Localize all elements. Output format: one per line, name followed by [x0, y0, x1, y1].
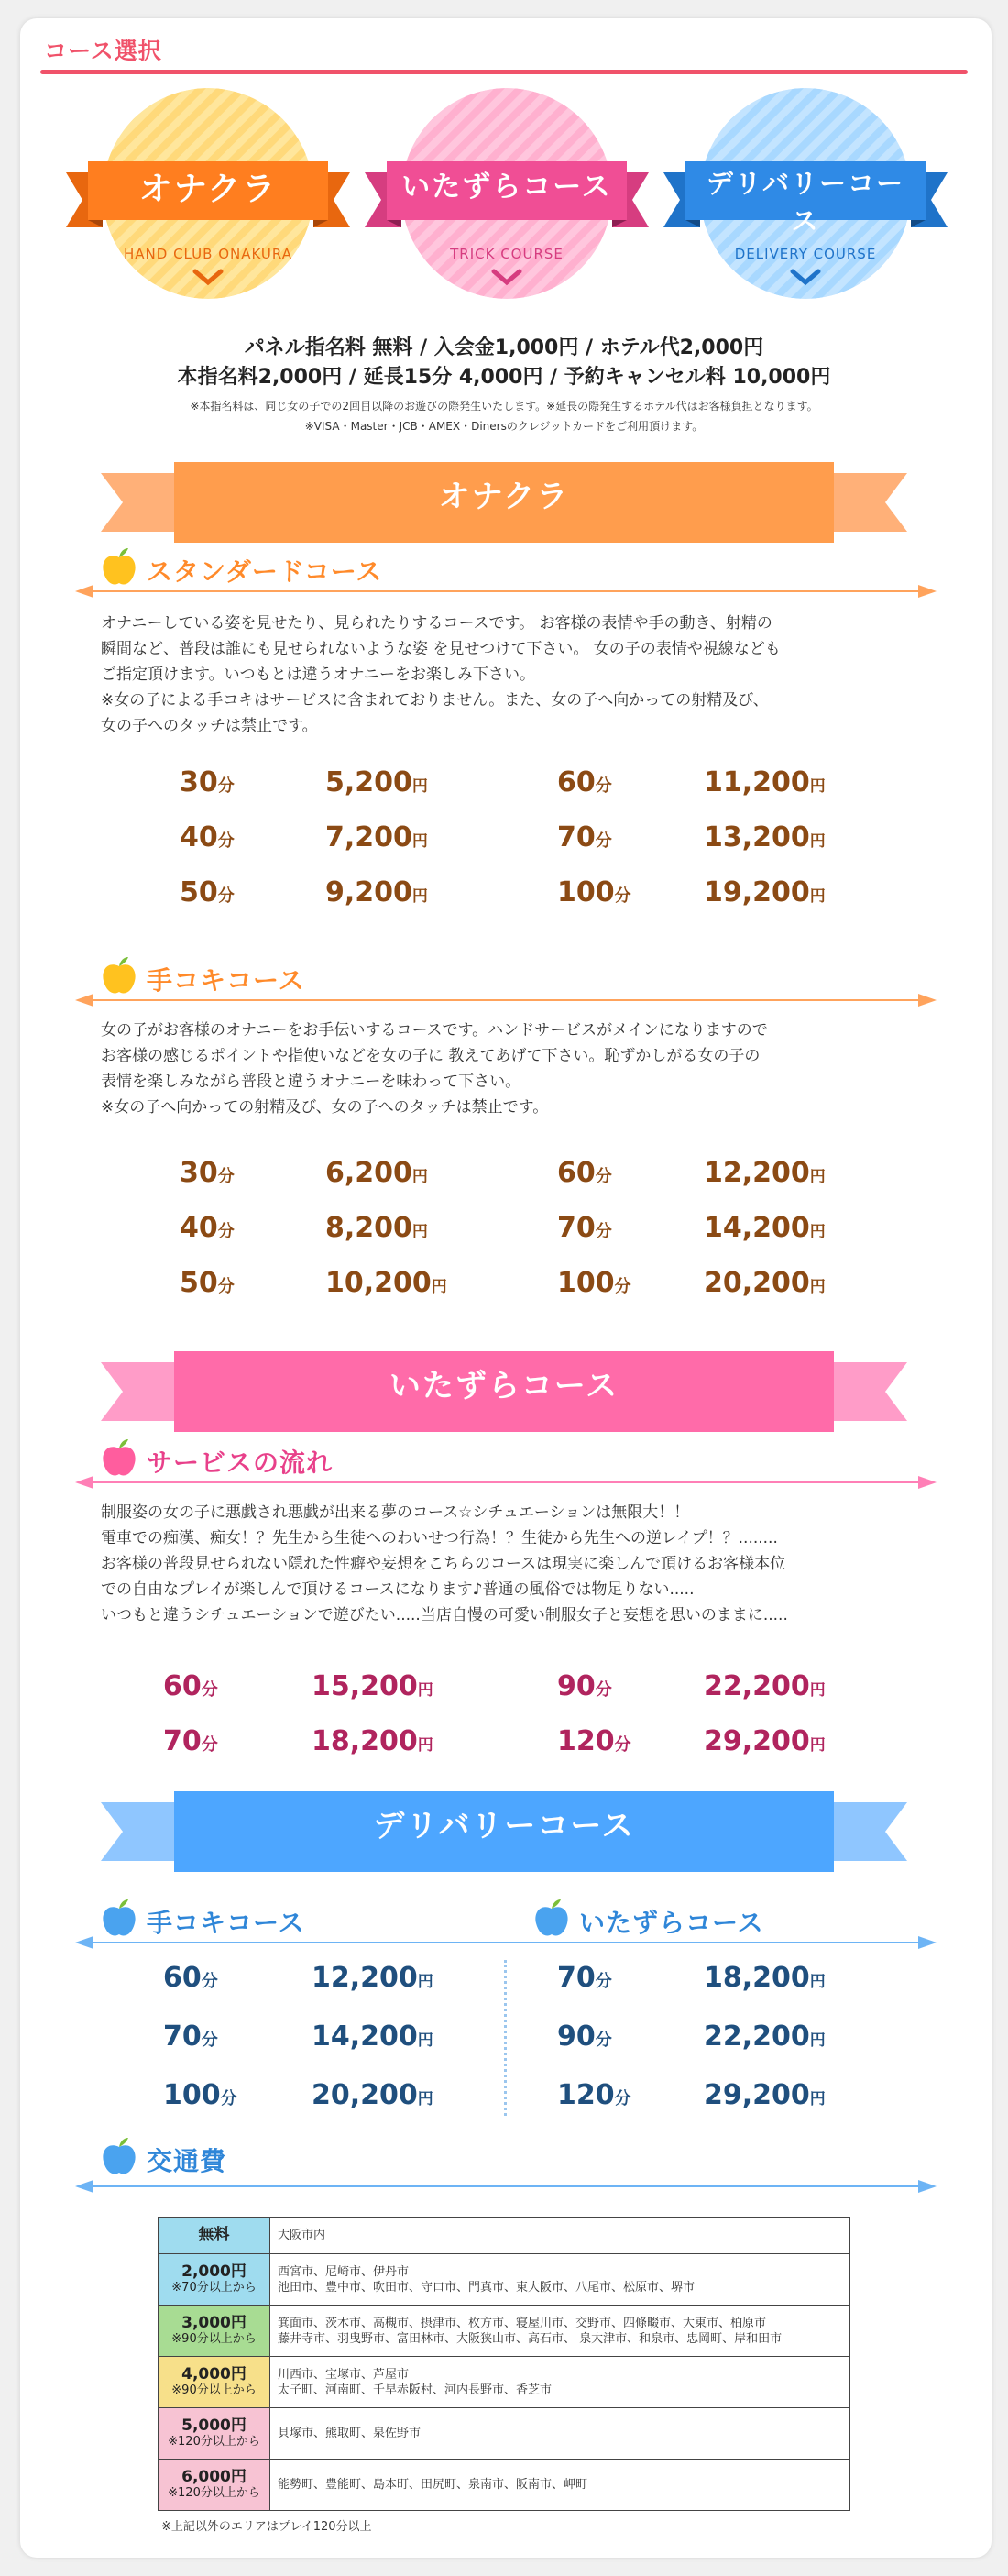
price-amount: 14,200円	[704, 1212, 826, 1244]
price-minutes: 60分	[557, 1157, 612, 1189]
banner-title: デリバリーコース	[373, 1808, 635, 1844]
divider	[75, 2180, 937, 2193]
page-title: コース選択	[44, 38, 162, 64]
heading-text: 交通費	[147, 2146, 227, 2176]
price-amount: 29,200円	[704, 1725, 826, 1757]
price-minutes: 70分	[557, 821, 612, 853]
badge-title: オナクラ	[138, 171, 278, 208]
chevron-down-icon	[488, 268, 525, 286]
price-minutes: 40分	[180, 1212, 235, 1244]
price-amount: 8,200円	[325, 1212, 428, 1244]
price-minutes: 100分	[557, 1267, 631, 1299]
price-minutes: 40分	[180, 821, 235, 853]
transport-note: ※上記以外のエリアはプレイ120分以上	[161, 2520, 372, 2534]
table-row	[159, 2460, 850, 2511]
price-minutes: 60分	[163, 1670, 218, 1702]
fee-cell: 無料	[159, 2218, 270, 2254]
price-minutes: 30分	[180, 766, 235, 798]
fees-note-2: ※VISA・Master・JCB・AMEX・Dinersのクレジットカードをご利用頂けます。	[304, 420, 704, 433]
column-divider	[504, 1960, 507, 2116]
price-amount: 18,200円	[704, 1962, 826, 1994]
price-amount: 5,200円	[325, 766, 428, 798]
price-amount: 13,200円	[704, 821, 826, 853]
heading-text: いたずらコース	[579, 1908, 764, 1938]
price-minutes: 50分	[180, 1267, 235, 1299]
fee-cell: 5,000円 ※120分以上から	[159, 2408, 270, 2460]
course-badge-onakura[interactable]	[66, 88, 341, 326]
divider	[75, 1476, 937, 1489]
fees-note-1: ※本指名料は、同じ女の子での2回目以降のお遊びの際発生いたします。※延長の際発生するホテル代はお客様負担となります。	[190, 400, 818, 413]
price-amount: 19,200円	[704, 876, 826, 908]
badge-title: デリバリーコース	[706, 168, 905, 237]
fee-cell: 4,000円 ※90分以上から	[159, 2357, 270, 2408]
chevron-down-icon	[190, 268, 226, 286]
fees-line-2: 本指名料2,000円 / 延長15分 4,000円 / 予約キャンセル料 10,000円	[177, 366, 831, 389]
price-amount: 20,200円	[312, 2079, 433, 2111]
price-minutes: 60分	[557, 766, 612, 798]
banner-title: いたずらコース	[389, 1368, 619, 1404]
itazura-banner	[101, 1348, 907, 1439]
table-row	[159, 2357, 850, 2408]
price-minutes: 120分	[557, 1725, 631, 1757]
price-minutes: 120分	[557, 2079, 631, 2111]
fees-line-1: パネル指名料 無料 / 入会金1,000円 / ホテル代2,000円	[244, 336, 764, 359]
area-cell: 川西市、宝塚市、芦屋市 太子町、河南町、千早赤阪村、河内長野市、香芝市	[270, 2357, 850, 2408]
table-row	[159, 2306, 850, 2357]
divider	[75, 1936, 937, 1949]
chevron-down-icon	[787, 268, 824, 286]
fee-cell: 3,000円 ※90分以上から	[159, 2306, 270, 2357]
price-minutes: 70分	[163, 2020, 218, 2053]
price-amount: 22,200円	[704, 2020, 826, 2053]
area-cell: 貝塚市、熊取町、泉佐野市	[270, 2408, 850, 2460]
price-amount: 10,200円	[325, 1267, 447, 1299]
badge-subtitle: HAND CLUB ONAKURA	[124, 246, 292, 262]
divider	[75, 585, 937, 598]
price-amount: 20,200円	[704, 1267, 826, 1299]
price-minutes: 70分	[163, 1725, 218, 1757]
area-cell: 能勢町、豊能町、島本町、田尻町、泉南市、阪南市、岬町	[270, 2460, 850, 2511]
divider	[75, 994, 937, 1007]
price-amount: 14,200円	[312, 2020, 433, 2053]
apple-icon	[101, 1898, 137, 1938]
table-row	[159, 2408, 850, 2460]
price-amount: 15,200円	[312, 1670, 433, 1702]
price-minutes: 90分	[557, 1670, 612, 1702]
price-amount: 12,200円	[312, 1962, 433, 1994]
onakura-banner	[101, 458, 907, 550]
price-amount: 7,200円	[325, 821, 428, 853]
heading-text: サービスの流れ	[147, 1448, 334, 1478]
badge-subtitle: TRICK COURSE	[450, 246, 564, 262]
apple-icon	[101, 546, 137, 587]
heading-text: 手コキコース	[147, 965, 305, 996]
banner-title: オナクラ	[438, 479, 570, 515]
table-row	[159, 2254, 850, 2306]
fee-cell: 6,000円 ※120分以上から	[159, 2460, 270, 2511]
price-amount: 9,200円	[325, 876, 428, 908]
apple-icon	[533, 1898, 570, 1938]
table-row	[159, 2218, 850, 2254]
price-minutes: 30分	[180, 1157, 235, 1189]
price-amount: 12,200円	[704, 1157, 826, 1189]
badge-subtitle: DELIVERY COURSE	[734, 246, 877, 262]
fee-cell: 2,000円 ※70分以上から	[159, 2254, 270, 2306]
badge-title: いたずらコース	[401, 171, 612, 204]
delivery-banner	[101, 1788, 907, 1879]
apple-icon	[101, 1437, 137, 1478]
course-badge-delivery[interactable]	[663, 88, 938, 326]
heading-text: 手コキコース	[147, 1908, 305, 1938]
price-minutes: 70分	[557, 1962, 612, 1994]
price-minutes: 90分	[557, 2020, 612, 2053]
price-amount: 11,200円	[704, 766, 826, 798]
tekoki-description: 女の子がお客様のオナニーをお手伝いするコースです。ハンドサービスがメインになりますので お客様の感じるポイントや指使いなどを女の子に 教えてあげて下さい。恥ずかしがる女の子の 表情を楽しみながら普段と違うオナニーを味わって下さい。 ※女の子へ向かっての射精及び、女の子へのタッチは禁止です。	[101, 1021, 768, 1117]
price-minutes: 50分	[180, 876, 235, 908]
price-amount: 18,200円	[312, 1725, 433, 1757]
title-underline	[40, 70, 968, 74]
apple-icon	[101, 955, 137, 996]
price-minutes: 60分	[163, 1962, 218, 1994]
price-amount: 22,200円	[704, 1670, 826, 1702]
apple-icon	[101, 2136, 137, 2176]
transport-fee-table	[158, 2217, 850, 2511]
price-amount: 6,200円	[325, 1157, 428, 1189]
price-amount: 29,200円	[704, 2079, 826, 2111]
price-minutes: 100分	[557, 876, 631, 908]
itazura-description: 制服姿の女の子に悪戯され悪戯が出来る夢のコース☆シチュエーションは無限大！！ 電車での痴漢、痴女！？先生から生徒へのわいせつ行為！？生徒から先生への逆レイプ！？........ お客様の普段見せられない隠れた性癖や妄想をこちらのコースは現実に楽しんで頂けるお客様本位 での自由なプレイが楽しんで頂けるコースになります♪普通の風俗では物足りない..... いつもと違うシチュエーションで遊びたい.....当店自慢の可愛い制服女子と妄想を思いのままに.....	[101, 1503, 788, 1624]
heading-text: スタンダードコース	[147, 556, 383, 587]
area-cell: 箕面市、茨木市、高槻市、摂津市、枚方市、寝屋川市、交野市、四條畷市、大東市、柏原市 藤井寺市、羽曳野市、富田林市、大阪狭山市、高石市、 泉大津市、和泉市、忠岡町、岸和田市	[270, 2306, 850, 2357]
area-cell: 大阪市内	[270, 2218, 850, 2254]
price-minutes: 100分	[163, 2079, 237, 2111]
standard-description: オナニーしている姿を見せたり、見られたりするコースです。 お客様の表情や手の動き、射精の 瞬間など、普段は誰にも見せられないような姿 を見せつけて下さい。 女の子の表情や視線なども ご指定頂けます。いつもとは違うオナニーをお楽しみ下さい。 ※女の子による手コキはサービスに含まれておりません。また、女の子へ向かっての射精及び、 女の子へのタッチは禁止です。	[101, 614, 781, 735]
price-minutes: 70分	[557, 1212, 612, 1244]
area-cell: 西宮市、尼崎市、伊丹市 池田市、豊中市、吹田市、守口市、門真市、東大阪市、八尾市、松原市、堺市	[270, 2254, 850, 2306]
course-badge-itazura[interactable]	[365, 88, 640, 326]
